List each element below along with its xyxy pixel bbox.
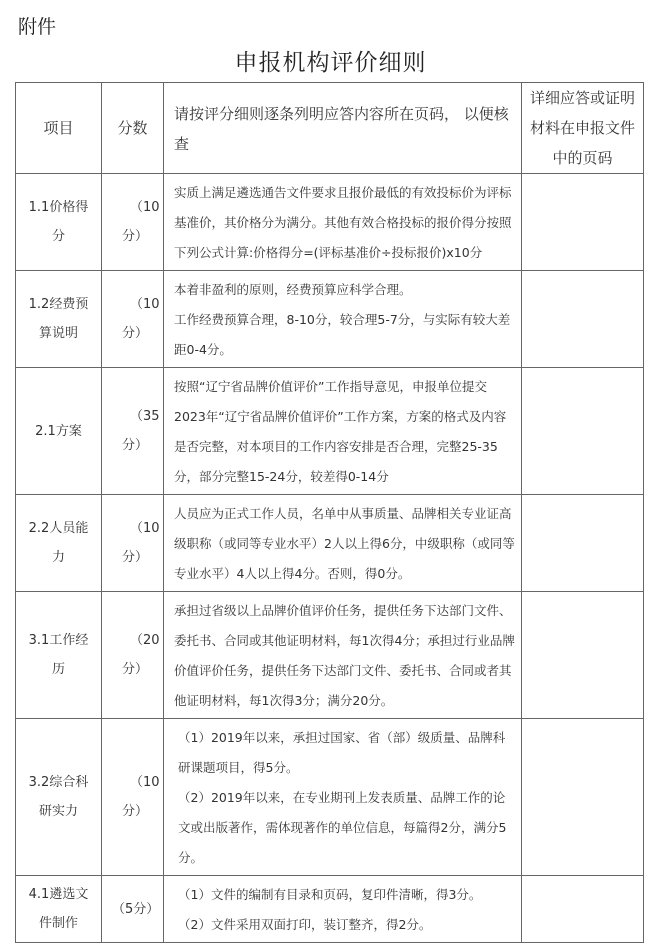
score-text: 分） [122,229,149,244]
row-content [164,174,522,271]
header-score: 分数 [102,83,164,174]
attachment-label: 附件 [18,16,57,38]
table-row [16,592,644,719]
evaluation-table [15,82,644,943]
row-item: 2.2人员能力 [16,495,102,592]
table-row [16,719,644,876]
table-row [16,876,644,943]
score-text: 分） [122,550,149,565]
row-score [102,368,164,495]
score-text: （20 [130,633,160,648]
row-content [164,495,522,592]
score-text: 分） [122,438,149,453]
content-paragraph: 实质上满足遴选通告文件要求且报价最低的有效投标价为评标基准价，其价格分为满分。其他有效合格投标的报价得分按照下列公式计算:价格得分=(评标基准价÷投标报价)x10分 [174,185,512,260]
score-text: （5分） [112,901,160,917]
content-paragraph: （1）2019年以来，承担过国家、省（部）级质量、品牌科研课题项目，得5分。 [178,730,506,775]
score-text: （10 [130,297,160,312]
row-item: 1.1价格得分 [16,174,102,271]
content-paragraph: 本着非盈利的原则，经费预算应科学合理。 [174,282,412,297]
row-detail-page [522,719,644,876]
row-score [102,876,164,943]
row-detail-page [522,876,644,943]
row-item: 3.1工作经历 [16,592,102,719]
row-item: 2.1方案 [16,368,102,495]
score-text: 分） [122,804,149,819]
content-paragraph: （2）文件采用双面打印，装订整齐，得2分。 [178,917,432,932]
row-item: 3.2综合科研实力 [16,719,102,876]
content-paragraph: （2）2019年以来，在专业期刊上发表质量、品牌工作的论文或出版著作，需体现著作的单位信息，每篇得2分，满分5分。 [178,790,507,865]
content-paragraph: 承担过省级以上品牌价值评价任务，提供任务下达部门文件、委托书、合同或其他证明材料，每1次得4分；承担过行业品牌价值评价任务，提供任务下达部门文件、委托书、合同或者其他证明材料，每1次得3分；满分20分。 [174,603,515,708]
table-row [16,368,644,495]
content-paragraph: 工作经费预算合理，8-10分，较合理5-7分，与实际有较大差距0-4分。 [174,312,511,357]
table-row [16,174,644,271]
content-paragraph: 人员应为正式工作人员，名单中从事质量、品牌相关专业证高级职称（或同等专业水平）2人以上得6分，中级职称（或同等专业水平）4人以上得4分。否则，得0分。 [174,506,515,581]
header-requirement: 请按评分细则逐条列明应答内容所在页码， 以便核查 [164,83,522,174]
row-content [164,368,522,495]
table-row [16,495,644,592]
row-item: 4.1遴选文件制作 [16,876,102,943]
score-text: 分） [122,662,149,677]
table-row [16,271,644,368]
row-detail-page [522,271,644,368]
row-detail-page [522,592,644,719]
row-content [164,592,522,719]
row-content [164,719,522,876]
row-score [102,719,164,876]
score-text: （35 [130,409,160,424]
row-item: 1.2经费预算说明 [16,271,102,368]
row-content [164,876,522,943]
row-score [102,174,164,271]
header-row [16,83,644,174]
score-text: （10 [130,521,160,536]
row-score [102,495,164,592]
header-item: 项目 [16,83,102,174]
row-detail-page [522,174,644,271]
row-detail-page [522,368,644,495]
content-paragraph: （1）文件的编制有目录和页码，复印件清晰，得3分。 [178,887,482,902]
document-title: 申报机构评价细则 [234,50,427,76]
score-text: （10 [130,775,160,790]
row-score [102,592,164,719]
score-text: （10 [130,200,160,215]
content-paragraph: 按照“辽宁省品牌价值评价”工作指导意见，申报单位提交2023年“辽宁省品牌价值评价”工作方案，方案的格式及内容是否完整，对本项目的工作内容安排是否合理，完整25-35分，部分完整15-24分，较差得0-14分 [174,379,507,484]
score-text: 分） [122,326,149,341]
row-score [102,271,164,368]
row-detail-page [522,495,644,592]
header-detail: 详细应答或证明材料在申报文件中的页码 [522,83,644,174]
row-content [164,271,522,368]
